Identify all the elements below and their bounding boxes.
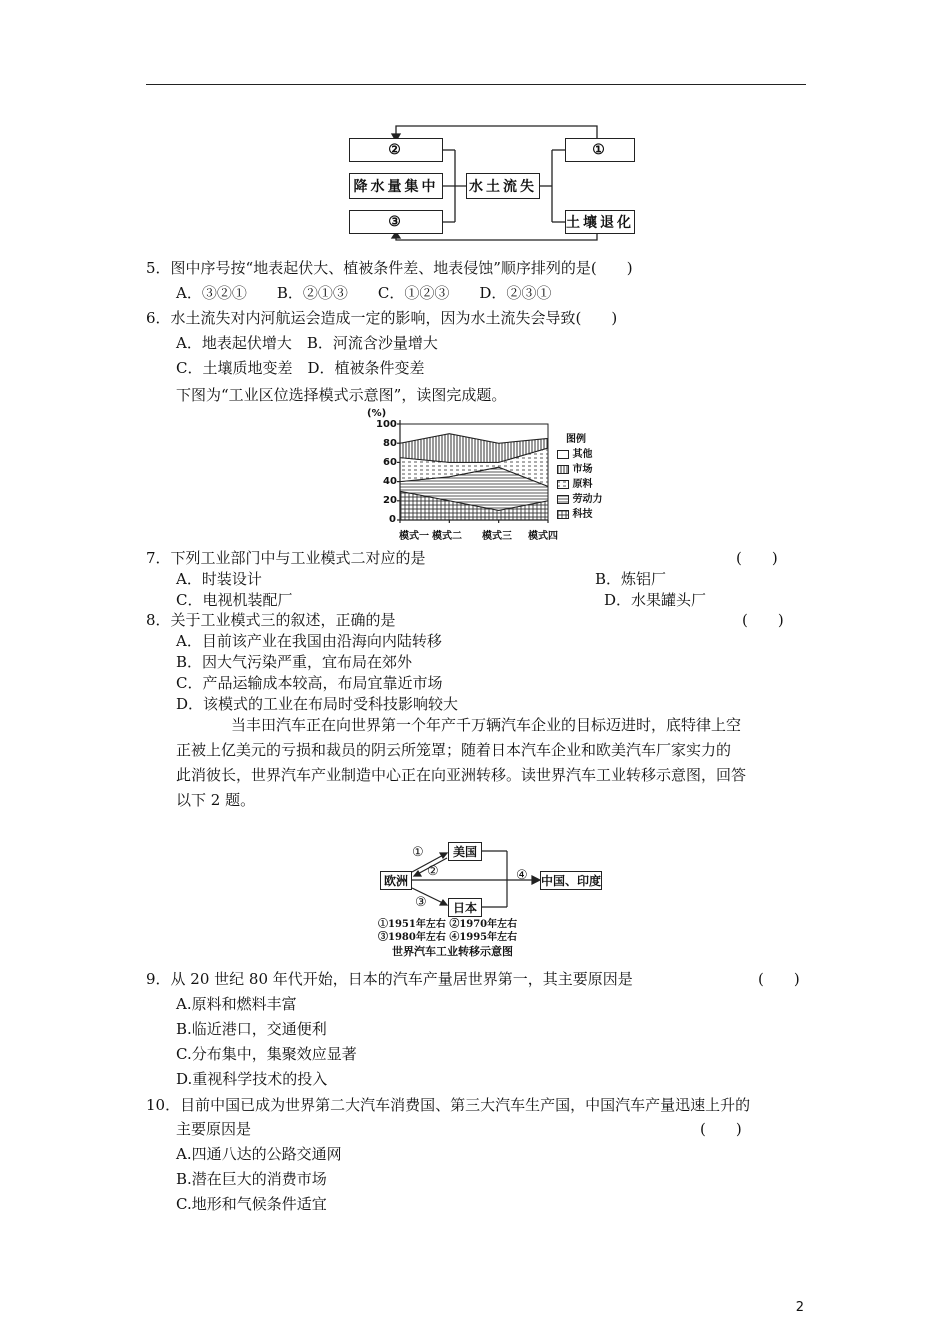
q9-option-b: B.临近港口，交通便利 bbox=[176, 1020, 327, 1038]
node-china-india: 中国、印度 bbox=[540, 871, 602, 890]
q10-option-a: A.四通八达的公路交通网 bbox=[176, 1145, 342, 1163]
q6-options-line2: C．土壤质地变差 D．植被条件变差 bbox=[176, 359, 425, 377]
marker-4: ④ bbox=[516, 868, 528, 883]
node-usa: 美国 bbox=[448, 842, 482, 861]
q5-options: A．③②① B．②①③ C．①②③ D．②③① bbox=[176, 284, 552, 302]
q8-option-d: D．该模式的工业在布局时受科技影响较大 bbox=[176, 695, 459, 713]
q8-paren: ( ) bbox=[742, 611, 784, 629]
flow-box-precipitation: 降水量集中 bbox=[349, 173, 443, 199]
q8-option-a: A．目前该产业在我国由沿海向内陆转移 bbox=[176, 632, 442, 650]
transfer-caption: 世界汽车工业转移示意图 bbox=[392, 945, 513, 958]
q7-stem: 7．下列工业部门中与工业模式二对应的是 bbox=[146, 549, 426, 567]
x-category-3: 模式三 bbox=[482, 531, 512, 542]
q10-paren: ( ) bbox=[700, 1120, 742, 1138]
q9-option-a: A.原料和燃料丰富 bbox=[176, 995, 297, 1013]
q9-paren: ( ) bbox=[758, 970, 800, 988]
industry-intro: 下图为“工业区位选择模式示意图”，读图完成题。 bbox=[176, 386, 507, 404]
transfer-note-1: ①1951年左右 ②1970年左右 bbox=[378, 919, 518, 930]
y-tick-0: 0 bbox=[389, 514, 396, 525]
passage-line-1: 当丰田汽车正在向世界第一个年产千万辆汽车企业的目标迈进时，底特律上空 bbox=[231, 716, 742, 734]
q7-option-b: B．炼铝厂 bbox=[595, 570, 667, 588]
legend-item-market: 市场 bbox=[557, 460, 592, 475]
marker-2: ② bbox=[427, 864, 439, 879]
flow-box-3: ③ bbox=[349, 210, 443, 234]
marker-3: ③ bbox=[415, 895, 427, 910]
q7-paren: ( ) bbox=[736, 549, 778, 567]
page-number: 2 bbox=[795, 1300, 804, 1315]
x-category-2: 模式二 bbox=[432, 531, 462, 542]
passage-line-4: 以下 2 题。 bbox=[176, 791, 256, 809]
q7-option-a: A．时装设计 bbox=[176, 570, 262, 588]
q7-option-d: D．水果罐头厂 bbox=[604, 591, 707, 609]
legend-item-raw-material: 原料 bbox=[557, 475, 592, 490]
flow-box-erosion: 水土流失 bbox=[466, 173, 540, 199]
flow-box-1: ① bbox=[565, 138, 635, 162]
legend-item-other: 其他 bbox=[557, 445, 592, 460]
q8-option-c: C．产品运输成本较高，布局宜靠近市场 bbox=[176, 674, 443, 692]
transfer-note-2: ③1980年左右 ④1995年左右 bbox=[378, 932, 518, 943]
marker-1: ① bbox=[412, 845, 424, 860]
legend-item-technology: 科技 bbox=[557, 505, 592, 520]
node-japan: 日本 bbox=[448, 898, 482, 917]
y-tick-40: 40 bbox=[383, 476, 397, 487]
flow-box-2: ② bbox=[349, 138, 443, 162]
q10-option-c: C.地形和气候条件适宜 bbox=[176, 1195, 327, 1213]
y-tick-80: 80 bbox=[383, 438, 397, 449]
q6-options-line1: A．地表起伏增大 B．河流含沙量增大 bbox=[176, 334, 438, 352]
y-tick-60: 60 bbox=[383, 457, 397, 468]
q9-option-d: D.重视科学技术的投入 bbox=[176, 1070, 328, 1088]
q8-option-b: B．因大气污染严重，宜布局在郊外 bbox=[176, 653, 413, 671]
flow-box-soil-degradation: 土壤退化 bbox=[565, 210, 635, 234]
legend-item-labor: 劳动力 bbox=[557, 490, 602, 505]
y-tick-100: 100 bbox=[376, 419, 397, 430]
q6-stem: 6．水土流失对内河航运会造成一定的影响，因为水土流失会导致( ) bbox=[146, 309, 618, 327]
chart-ylabel: (%) bbox=[367, 408, 387, 419]
q10-stem-line2: 主要原因是 bbox=[176, 1120, 252, 1138]
q8-stem: 8．关于工业模式三的叙述，正确的是 bbox=[146, 611, 396, 629]
x-category-1: 模式一 bbox=[399, 531, 429, 542]
q7-option-c: C．电视机装配厂 bbox=[176, 591, 293, 609]
passage-line-3: 此消彼长，世界汽车产业制造中心正在向亚洲转移。读世界汽车工业转移示意图，回答 bbox=[176, 766, 747, 784]
x-category-4: 模式四 bbox=[528, 531, 558, 542]
q9-stem: 9．从 20 世纪 80 年代开始，日本的汽车产量居世界第一，其主要原因是 bbox=[146, 970, 633, 988]
passage-line-2: 正被上亿美元的亏损和裁员的阴云所笼罩；随着日本汽车企业和欧美汽车厂家实力的 bbox=[176, 741, 732, 759]
q10-option-b: B.潜在巨大的消费市场 bbox=[176, 1170, 327, 1188]
q9-option-c: C.分布集中，集聚效应显著 bbox=[176, 1045, 357, 1063]
q10-stem: 10．目前中国已成为世界第二大汽车消费国、第三大汽车生产国，中国汽车产量迅速上升的 bbox=[146, 1096, 751, 1114]
q5-stem: 5．图中序号按“地表起伏大、植被条件差、地表侵蚀”顺序排列的是( ) bbox=[146, 259, 633, 277]
node-europe: 欧洲 bbox=[380, 871, 412, 890]
y-tick-20: 20 bbox=[383, 495, 397, 506]
legend-title: 图例 bbox=[566, 434, 586, 445]
